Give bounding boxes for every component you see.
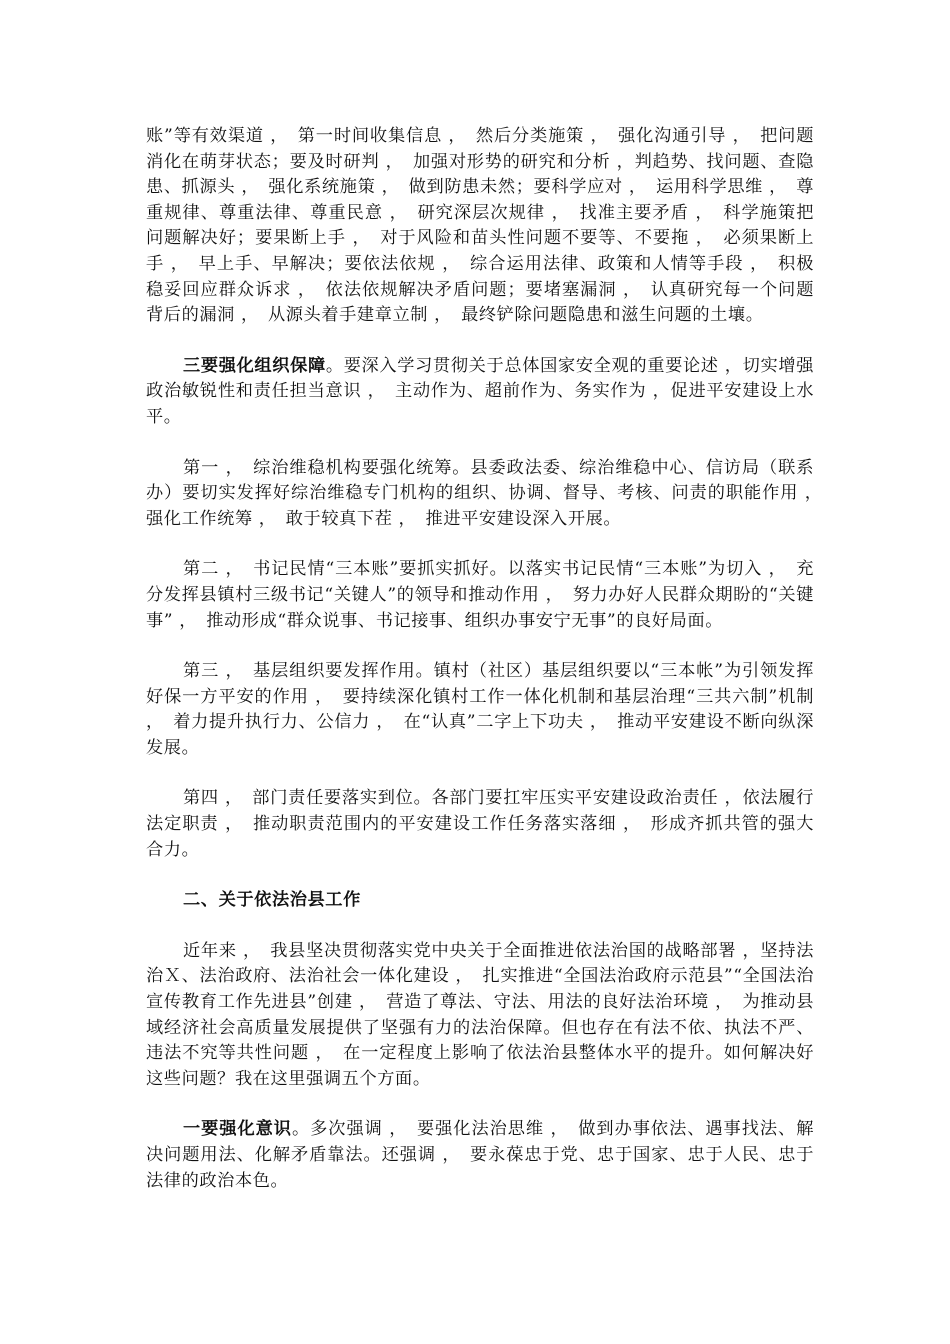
bold-lead-awareness: 一要强化意识 bbox=[183, 1119, 292, 1140]
paragraph-risk-handling: 账”等有效渠道 ， 第一时间收集信息 ， 然后分类施策 ， 强化沟通引导 ， 把问题消化在萌芽状态；要及时研判 ， 加强对形势的研究和分析 ，判趋势、找问题、查隐患、抓源头 ， 强化系统施策 ， 做到防患未然；要科学应对 ， 运用科学思维 ， 尊重规律、尊重法律、尊重民意 ， 研究深层次规律 ， 找准主要矛盾 ， 科学施策把问题解决好；要果断上手 ， 对于风险和苗头性问题不要等、不要拖 ， 必须果断上手 ， 早上手、早解决；要依法依规 ， 综合运用法律、政策和人情等手段 ， 积极稳妥回应群众诉求 ， 依法依规解决矛盾问题；要堵塞漏洞 ， 认真研究每一个问题背后的漏洞 ， 从源头着手建章立制 ， 最终铲除问题隐患和滋生问题的土壤。 bbox=[146, 126, 814, 326]
section-heading-rule-of-law: 二、关于依法治县工作 bbox=[183, 890, 361, 911]
paragraph-third-point: 第三 ， 基层组织要发挥作用。镇村（社区）基层组织要以“三本帐”为引领发挥好保一方平安的作用 ， 要持续深化镇村工作一体化机制和基层治理“三共六制”机制 ， 着力提升执行力、公信力 ， 在“认真”二字上下功夫 ， 推动平安建设不断向纵深发展。 bbox=[146, 661, 814, 758]
paragraph-first-point: 第一 ， 综治维稳机构要强化统筹。县委政法委、综治维稳中心、信访局（联系办）要切实发挥好综治维稳专门机构的组织、协调、督导、考核、问责的职能作用 ， 强化工作统筹 ， 敢于较真下茬 ， 推进平安建设深入开展。 bbox=[146, 457, 832, 529]
document-page bbox=[146, 124, 832, 1194]
paragraph-organization-text: 。要深入学习贯彻关于总体国家安全观的重要论述 ，切实增强政治敏锐性和责任担当意识 ， 主动作为、超前作为、务实作为 ，促进平安建设上水平。 bbox=[146, 355, 814, 427]
paragraph-awareness-text: 。多次强调 ， 要强化法治思维 ， 做到办事依法、遇事找法、解决问题用法、化解矛盾靠法。还强调 ， 要永葆忠于党、忠于国家、忠于人民、忠于法律的政治本色。 bbox=[146, 1119, 814, 1191]
paragraph-rule-of-law-overview: 近年来 ， 我县坚决贯彻落实党中央关于全面推进依法治国的战略部署 ，坚持法治Ｘ、法治政府、法治社会一体化建设 ， 扎实推进“全国法治政府示范县”“全国法治宣传教育工作先进县”创建 ， 营造了尊法、守法、用法的良好法治环境 ， 为推动县域经济社会高质量发展提供了坚强有力的法治保障。但也存在有法不依、执法不严、违法不究等共性问题 ， 在一定程度上影响了依法治县整体水平的提升。如何解决好这些问题？我在这里强调五个方面。 bbox=[146, 940, 814, 1089]
bold-lead-organization: 三要强化组织保障 bbox=[183, 355, 326, 376]
paragraph-second-point: 第二 ， 书记民情“三本账”要抓实抓好。以落实书记民情“三本账”为切入 ， 充分发挥县镇村三级书记“关键人”的领导和推动作用 ， 努力办好人民群众期盼的“关键事” ， 推动形成“群众说事、书记接事、组织办事安宁无事”的良好局面。 bbox=[146, 559, 814, 631]
paragraph-strengthen-awareness bbox=[146, 1117, 814, 1194]
paragraph-organization-guarantee bbox=[146, 354, 814, 431]
paragraph-fourth-point: 第四 ， 部门责任要落实到位。各部门要扛牢压实平安建设政治责任 ，依法履行法定职责 ， 推动职责范围内的平安建设工作任务落实落细 ， 形成齐抓共管的强大合力。 bbox=[146, 788, 814, 860]
